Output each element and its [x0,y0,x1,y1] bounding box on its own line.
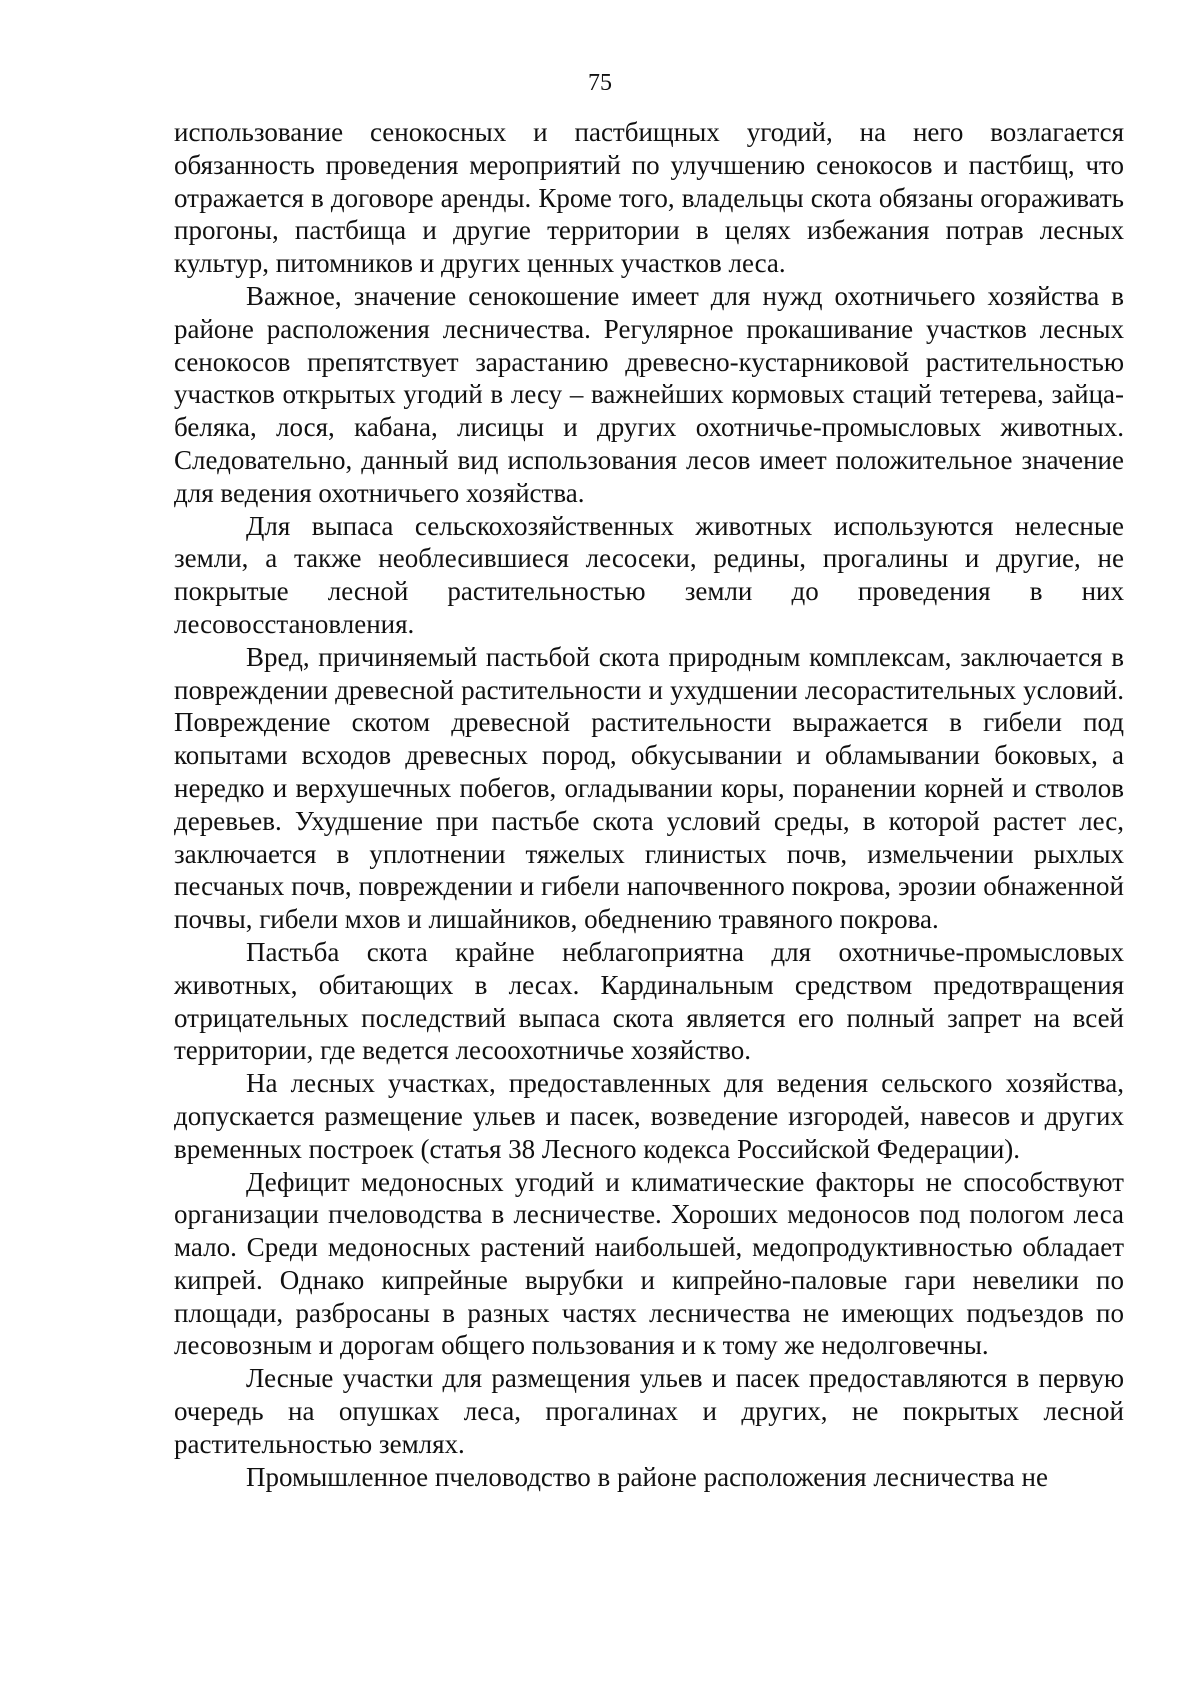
paragraph-2: Важное, значение сенокошение имеет для нужд охотничьего хозяйства в районе расположения лесничества. Регулярное прокашивание участков лесных сенокосов препятствует зарастанию древесно-кустарниковой растительностью участков открытых угодий в лесу – важнейших кормовых стаций тетерева, зайца-беляка, лося, кабана, лисицы и других охотничье-промысловых животных. Следовательно, данный вид использования лесов имеет положительное значение для ведения охотничьего хозяйства. [174,280,1124,508]
paragraph-1: использование сенокосных и пастбищных угодий, на него возлагается обязанность проведения мероприятий по улучшению сенокосов и пастбищ, что отражается в договоре аренды. Кроме того, владельцы скота обязаны огораживать прогоны, пастбища и другие территории в целях избежания потрав лесных культур, питомников и других ценных участков леса. [174,117,1124,279]
paragraph-8: Лесные участки для размещения ульев и пасек предоставляются в первую очередь на опушках леса, прогалинах и других, не покрытых лесной растительностью землях. [174,1363,1124,1459]
paragraph-4: Вред, причиняемый пастьбой скота природным комплексам, заключается в повреждении древесной растительности и ухудшении лесорастительных условий. Повреждение скотом древесной растительности выражается в гибели под копытами всходов древесных пород, обкусывании и обламывании боковых, а нередко и верхушечных побегов, огладывании коры, поранении корней и стволов деревьев. Ухудшение при пастьбе скота условий среды, в которой растет лес, заключается в уплотнении тяжелых глинистых почв, измельчении рыхлых песчаных почв, повреждении и гибели напочвенного покрова, эрозии обнаженной почвы, гибели мхов и лишайников, обеднению травяного покрова. [174,641,1124,935]
page-number: 75 [588,70,612,96]
paragraph-6: На лесных участках, предоставленных для ведения сельского хозяйства, допускается размещение ульев и пасек, возведение изгородей, навесов и других временных построек (статья 38 Лесного кодекса Российской Федерации). [174,1068,1124,1164]
paragraph-5: Пастьба скота крайне неблагоприятна для охотничье-промысловых животных, обитающих в лесах. Кардинальным средством предотвращения отрицательных последствий выпаса скота является его полный запрет на всей территории, где ведется лесоохотничье хозяйство. [174,936,1124,1066]
paragraph-7: Дефицит медоносных угодий и климатические факторы не способствуют организации пчеловодства в лесничестве. Хороших медоносов под пологом леса мало. Среди медоносных растений наибольшей, медопродуктивностью обладает кипрей. Однако кипрейные вырубки и кипрейно-паловые гари невелики по площади, разбросаны в разных частях лесничества не имеющих подъездов по лесовозным и дорогам общего пользования и к тому же недолговечны. [174,1166,1124,1361]
paragraph-9: Промышленное пчеловодство в районе расположения лесничества не [246,1461,1048,1492]
paragraph-3: Для выпаса сельскохозяйственных животных используются нелесные земли, а также необлесившиеся лесосеки, редины, прогалины и другие, не покрытые лесной растительностью земли до проведения в них лесовосстановления. [174,510,1124,639]
body-text [174,116,1124,1493]
